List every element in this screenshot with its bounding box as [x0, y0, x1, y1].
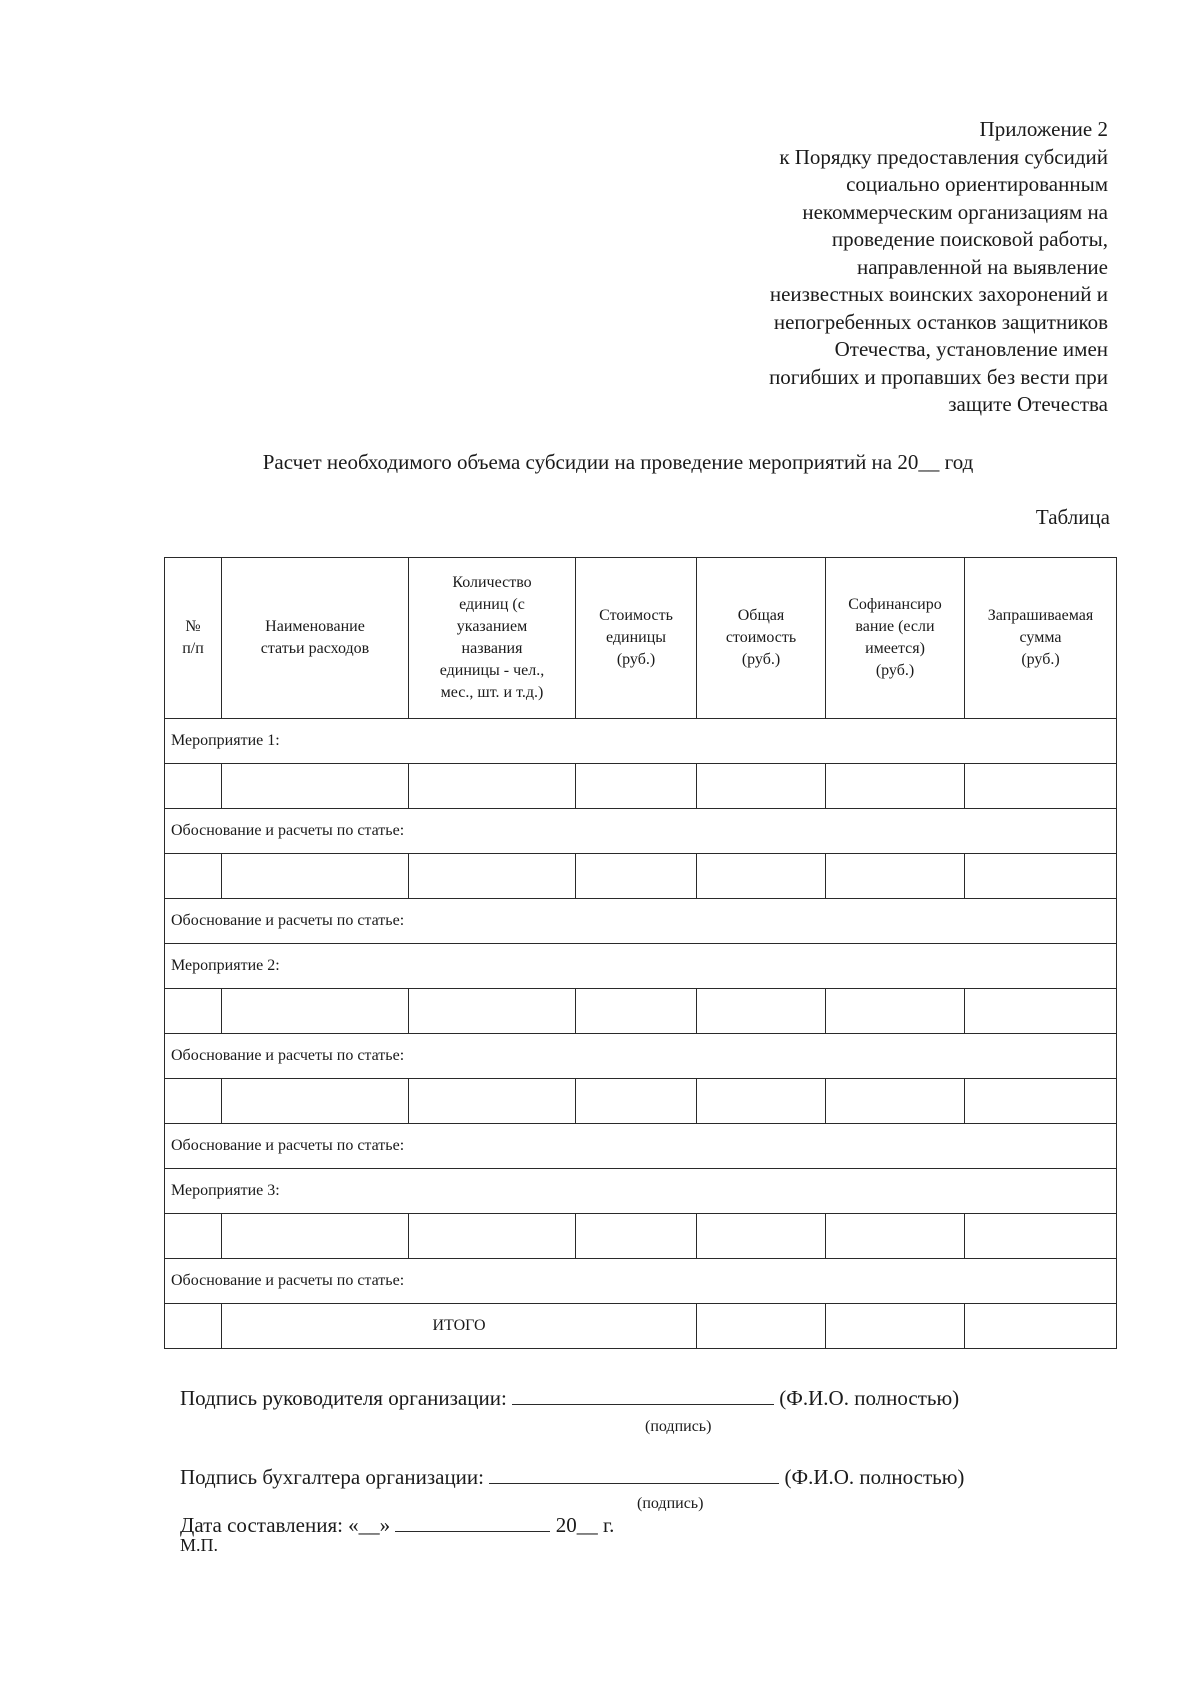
table-section-row	[165, 1034, 1117, 1079]
date-line	[180, 1513, 614, 1538]
table-cell[interactable]	[826, 854, 965, 899]
table-row	[165, 1079, 1117, 1124]
table-cell[interactable]	[697, 989, 826, 1034]
table-row	[165, 1214, 1117, 1259]
appendix-line: Приложение 2	[979, 117, 1108, 141]
table-cell[interactable]	[826, 1304, 965, 1349]
table-cell	[165, 1304, 222, 1349]
table-cell[interactable]	[826, 1214, 965, 1259]
accountant-signature-caption: (подпись)	[637, 1495, 704, 1512]
accountant-signature-label: Подпись бухгалтера организации:	[180, 1465, 484, 1489]
document-title	[0, 450, 1200, 475]
table-cell[interactable]	[409, 989, 576, 1034]
table-cell[interactable]	[965, 1079, 1117, 1124]
table-cell[interactable]	[965, 989, 1117, 1034]
accountant-name-hint: (Ф.И.О. полностью)	[784, 1465, 965, 1489]
table-cell[interactable]	[409, 1079, 576, 1124]
column-header-line: названия	[461, 640, 523, 657]
appendix-line: защите Отечества	[948, 392, 1108, 416]
table-cell[interactable]	[965, 854, 1117, 899]
table-cell[interactable]	[697, 764, 826, 809]
section-label: Мероприятие 1:	[165, 719, 1117, 764]
head-signature-blank	[512, 1404, 774, 1405]
column-header-line: Общая	[737, 607, 785, 624]
table-cell[interactable]	[222, 1214, 409, 1259]
section-label: Обоснование и расчеты по статье:	[165, 809, 1117, 854]
section-label: Мероприятие 2:	[165, 944, 1117, 989]
appendix-line: направленной на выявление	[857, 254, 1108, 279]
table-section-row	[165, 899, 1117, 944]
table-cell[interactable]	[697, 1304, 826, 1349]
column-header-line: Запрашиваемая	[987, 607, 1094, 624]
section-label: Обоснование и расчеты по статье:	[165, 1259, 1117, 1304]
column-header-line: вание (если	[855, 618, 935, 635]
date-label: Дата составления: «__»	[180, 1513, 391, 1537]
appendix-line: к Порядку предоставления субсидий	[779, 144, 1108, 169]
table-cell[interactable]	[576, 1079, 697, 1124]
section-label: Мероприятие 3:	[165, 1169, 1117, 1214]
appendix-line: социально ориентированным	[846, 172, 1108, 196]
accountant-signature-blank	[489, 1483, 779, 1484]
appendix-line: Отечества, установление имен	[834, 337, 1108, 361]
column-header	[165, 558, 222, 719]
table-section-row	[165, 1124, 1117, 1169]
table-cell[interactable]	[826, 1079, 965, 1124]
table-cell[interactable]	[697, 1214, 826, 1259]
column-header	[409, 558, 576, 719]
column-header	[697, 558, 826, 719]
subsidy-calculation-table	[164, 557, 1117, 1349]
head-signature-line	[180, 1386, 959, 1411]
column-header-line: Софинансиро	[848, 596, 942, 613]
column-header	[576, 558, 697, 719]
column-header-line: стоимость	[725, 629, 797, 646]
appendix-note	[688, 116, 1108, 419]
table-cell[interactable]	[165, 764, 222, 809]
table-row	[165, 989, 1117, 1034]
column-header-line: имеется)	[865, 640, 925, 657]
table-cell[interactable]	[409, 1214, 576, 1259]
appendix-line: погибших и пропавших без вести при	[769, 364, 1108, 389]
table-cell[interactable]	[697, 1079, 826, 1124]
document-title-text: Расчет необходимого объема субсидии на проведение мероприятий на 20__ год	[262, 450, 974, 474]
table-total-row	[165, 1304, 1117, 1349]
table-cell[interactable]	[965, 1304, 1117, 1349]
column-header-line: (руб.)	[741, 651, 781, 668]
table-cell[interactable]	[165, 1214, 222, 1259]
table-section-row	[165, 719, 1117, 764]
column-header-line: п/п	[182, 640, 204, 657]
appendix-line: некоммерческим организациям на	[802, 199, 1108, 224]
appendix-line: неизвестных воинских захоронений и	[769, 282, 1108, 306]
total-label: ИТОГО	[222, 1304, 697, 1349]
table-cell[interactable]	[222, 1079, 409, 1124]
column-header-line: Количество	[452, 574, 532, 591]
table-cell[interactable]	[965, 1214, 1117, 1259]
column-header-line: единиц (с	[459, 596, 525, 613]
column-header-line: (руб.)	[875, 662, 915, 679]
column-header	[826, 558, 965, 719]
table-cell[interactable]	[222, 989, 409, 1034]
column-header-line: (руб.)	[1021, 651, 1060, 668]
stamp-mark: М.П.	[180, 1535, 219, 1555]
table-cell[interactable]	[165, 854, 222, 899]
column-header-line: Стоимость	[599, 607, 673, 624]
table-cell[interactable]	[222, 854, 409, 899]
table-caption: Таблица	[1035, 505, 1110, 529]
table-cell[interactable]	[965, 764, 1117, 809]
date-year: 20__ г.	[555, 1513, 615, 1537]
table-cell[interactable]	[826, 764, 965, 809]
column-header	[222, 558, 409, 719]
table-cell[interactable]	[409, 854, 576, 899]
table-header-row	[165, 558, 1117, 719]
column-header-line: №	[185, 618, 201, 635]
head-signature-label: Подпись руководителя организации:	[180, 1386, 507, 1410]
section-label: Обоснование и расчеты по статье:	[165, 899, 1117, 944]
section-label: Обоснование и расчеты по статье:	[165, 1034, 1117, 1079]
date-month-blank	[395, 1531, 550, 1532]
table-cell[interactable]	[409, 764, 576, 809]
head-name-hint: (Ф.И.О. полностью)	[779, 1386, 960, 1410]
accountant-signature-line	[180, 1465, 964, 1490]
column-header-line: Наименование	[265, 618, 365, 635]
appendix-line: непогребенных останков защитников	[773, 309, 1108, 334]
table-section-row	[165, 1169, 1117, 1214]
column-header-line: указанием	[456, 618, 528, 635]
table-section-row	[165, 1259, 1117, 1304]
table-cell[interactable]	[165, 1079, 222, 1124]
appendix-line: проведение поисковой работы,	[831, 227, 1108, 251]
column-header-line: единицы - чел.,	[439, 662, 545, 679]
table-cell[interactable]	[697, 854, 826, 899]
table-cell[interactable]	[576, 1214, 697, 1259]
table-cell[interactable]	[576, 989, 697, 1034]
column-header-line: единицы	[605, 629, 667, 646]
column-header-line: (руб.)	[616, 651, 656, 668]
table-row	[165, 764, 1117, 809]
head-signature-caption: (подпись)	[645, 1418, 712, 1435]
table-cell[interactable]	[165, 989, 222, 1034]
column-header-line: мес., шт. и т.д.)	[440, 684, 544, 701]
table-cell[interactable]	[222, 764, 409, 809]
column-header-line: сумма	[1019, 629, 1062, 646]
table-cell[interactable]	[826, 989, 965, 1034]
table-section-row	[165, 809, 1117, 854]
table-row	[165, 854, 1117, 899]
column-header-line: статьи расходов	[260, 640, 370, 657]
column-header	[965, 558, 1117, 719]
table-cell[interactable]	[576, 854, 697, 899]
section-label: Обоснование и расчеты по статье:	[165, 1124, 1117, 1169]
table-section-row	[165, 944, 1117, 989]
table-cell[interactable]	[576, 764, 697, 809]
